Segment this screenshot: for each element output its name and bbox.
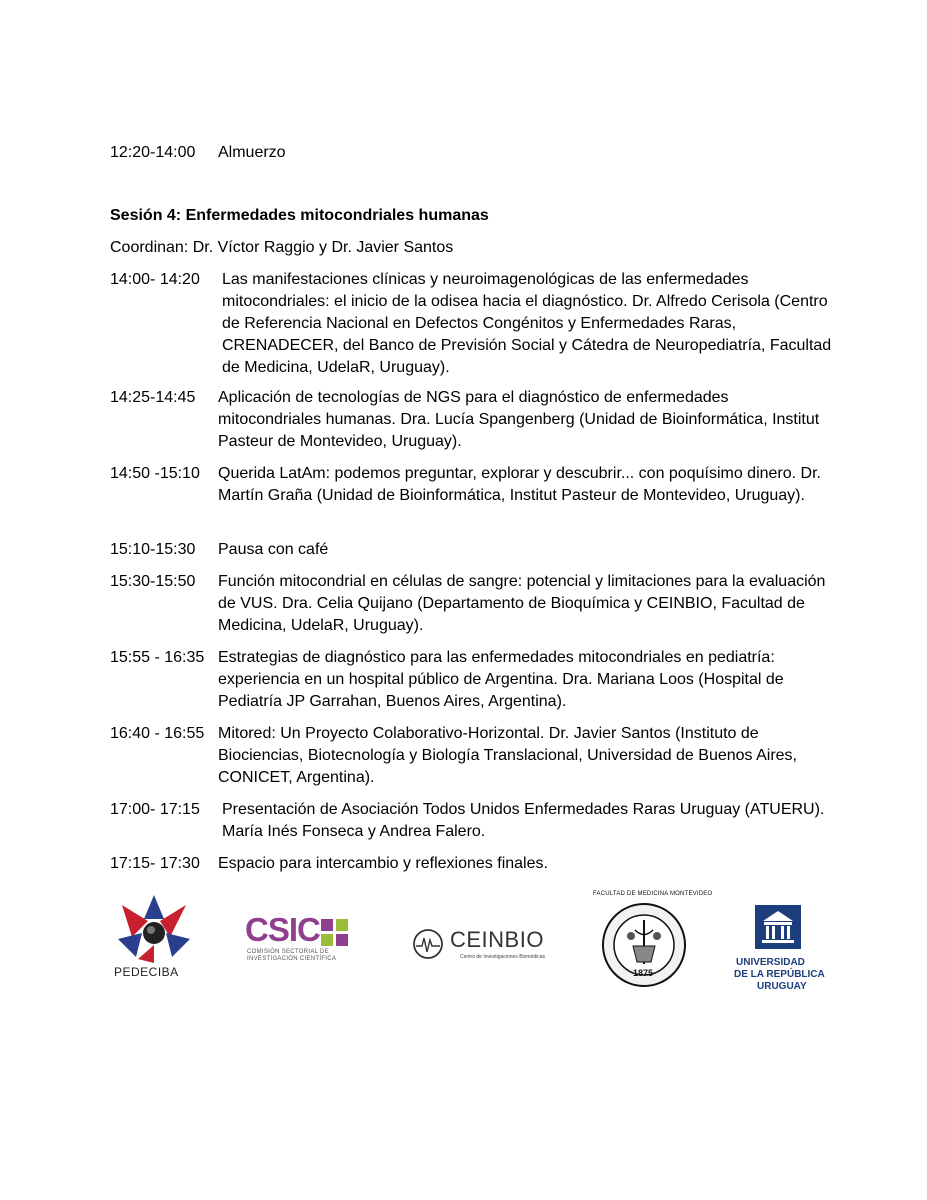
ceinbio-wordmark: CEINBIO	[450, 927, 544, 952]
pedeciba-label: PEDECIBA	[114, 965, 179, 979]
entry-text: Mitored: Un Proyecto Colaborativo-Horizontal. Dr. Javier Santos (Instituto de Biociencias, Biotecnología y Biología Translacional, Universidad de Buenos Aires, CONICET, Argentina).	[218, 725, 797, 786]
seal-year: 1875	[633, 968, 654, 978]
entry-time: 15:10-15:30	[110, 541, 196, 558]
csic-wordmark: CSIC	[245, 911, 320, 948]
csic-subtitle-1: COMISIÓN SECTORIAL DE	[247, 949, 329, 955]
entry-text: Las manifestaciones clínicas y neuroimagenológicas de las enfermedades mitocondriales: el inicio de la odisea hacia el diagnóstico. Dr. Alfredo Cerisola (Centro de Referencia Nacional en Defectos Congénitos y Enfermedades Raras, CRENADECER, del Banco de Previsión Social y Cátedra de Neuropediatría, Facultad de Medicina, UdelaR, Uruguay).	[222, 271, 832, 376]
csic-logo	[245, 911, 355, 965]
lunch-time: 12:20-14:00	[110, 144, 196, 161]
udelar-logo	[730, 905, 826, 997]
entry-time: 14:50 -15:10	[110, 465, 200, 482]
pedeciba-logo	[108, 893, 200, 985]
session-coordinators: Coordinan: Dr. Víctor Raggio y Dr. Javier Santos	[110, 239, 454, 256]
entry-text: Espacio para intercambio y reflexiones finales.	[218, 855, 548, 872]
ceinbio-circle-icon	[412, 928, 444, 960]
entry-text: Función mitocondrial en células de sangre: potencial y limitaciones para la evaluación de VUS. Dra. Celia Quijano (Departamento de Bioquímica y CEINBIO, Facultad de Medicina, UdelaR, Uruguay).	[218, 573, 826, 634]
udelar-building-icon	[755, 905, 801, 949]
udelar-line-1: UNIVERSIDAD	[736, 957, 805, 968]
udelar-line-2: DE LA REPÚBLICA	[734, 969, 825, 980]
entry-time: 15:30-15:50	[110, 573, 196, 590]
entry-time: 17:15- 17:30	[110, 855, 200, 872]
facultad-medicina-seal	[593, 891, 713, 988]
entry-text: Presentación de Asociación Todos Unidos Enfermedades Raras Uruguay (ATUERU). María Inés Fonseca y Andrea Falero.	[222, 801, 825, 840]
session-title: Sesión 4: Enfermedades mitocondriales humanas	[110, 207, 489, 224]
ceinbio-logo	[412, 925, 562, 965]
csic-squares-icon	[321, 919, 349, 947]
entry-text: Aplicación de tecnologías de NGS para el diagnóstico de enfermedades mitocondriales humanas. Dra. Lucía Spangenberg (Unidad de Bioinformática, Institut Pasteur de Montevideo, Uruguay).	[218, 389, 820, 450]
entry-time: 17:00- 17:15	[110, 801, 200, 818]
ceinbio-subtitle: Centro de Investigaciones Biomédicas	[460, 954, 546, 960]
entry-time: 14:25-14:45	[110, 389, 196, 406]
entry-text: Estrategias de diagnóstico para las enfermedades mitocondriales en pediatría: experiencia en un hospital público de Argentina. Dra. Mariana Loos (Hospital de Pediatría JP Garrahan, Buenos Aires, Argentina).	[218, 649, 784, 710]
pedeciba-star-icon	[108, 893, 200, 965]
csic-subtitle-2: INVESTIGACIÓN CIENTÍFICA	[247, 956, 337, 962]
lunch-label: Almuerzo	[218, 144, 286, 161]
entry-time: 15:55 - 16:35	[110, 649, 205, 666]
entry-text: Querida LatAm: podemos preguntar, explorar y descubrir... con poquísimo dinero. Dr. Martín Graña (Unidad de Bioinformática, Institut Pasteur de Montevideo, Uruguay).	[218, 465, 821, 504]
seal-ring-text: FACULTAD DE MEDICINA MONTEVIDEO	[593, 891, 713, 897]
entry-text: Pausa con café	[218, 541, 329, 558]
entry-time: 16:40 - 16:55	[110, 725, 205, 742]
udelar-line-3: URUGUAY	[757, 981, 807, 992]
entry-time: 14:00- 14:20	[110, 271, 200, 288]
